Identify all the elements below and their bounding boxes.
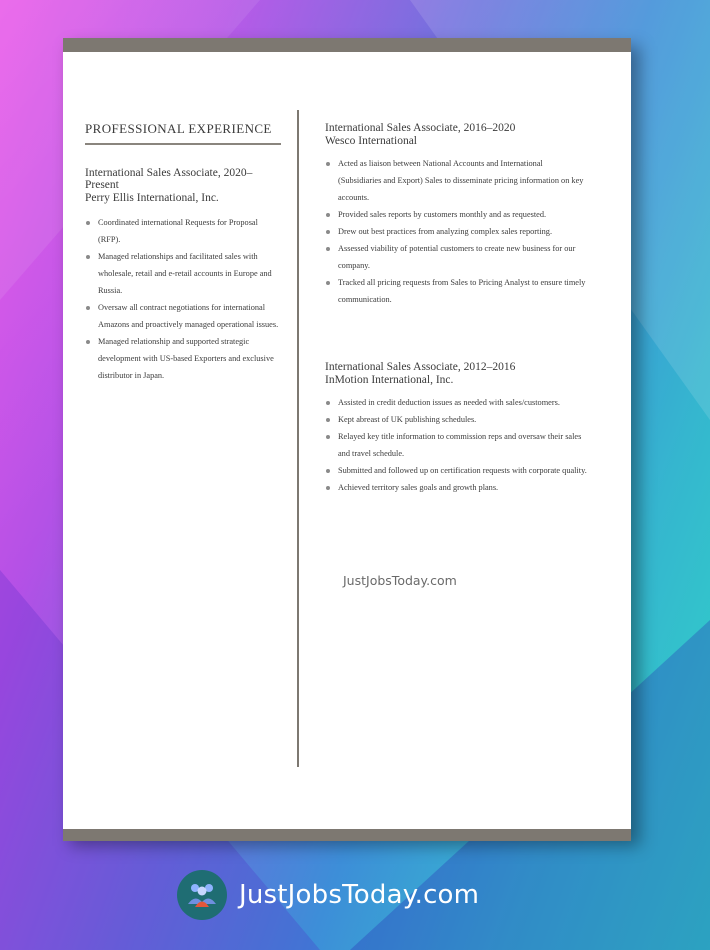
bullet-item: Tracked all pricing requests from Sales to Pricing Analyst to ensure timely communication.: [325, 274, 587, 308]
job-title: International Sales Associate, 2020–Present: [85, 167, 253, 191]
bullet-item: Oversaw all contract negotiations for international Amazons and proactively managed operational issues.: [85, 299, 281, 333]
bullet-list: [325, 394, 587, 496]
company-name: Wesco International: [325, 135, 417, 147]
company-name: Perry Ellis International, Inc.: [85, 192, 219, 204]
people-group-icon: [177, 870, 227, 920]
bullet-item: Relayed key title information to commission reps and oversaw their sales and travel schedule.: [325, 428, 587, 462]
left-column: [85, 121, 281, 384]
section-title: PROFESSIONAL EXPERIENCE: [85, 121, 281, 145]
company-name: InMotion International, Inc.: [325, 374, 454, 386]
job-title: International Sales Associate, 2012–2016: [325, 361, 516, 373]
bullet-item: Kept abreast of UK publishing schedules.: [325, 411, 587, 428]
footer-brand-text[interactable]: JustJobsToday.com: [239, 880, 480, 910]
bullet-item: Managed relationships and facilitated sales with wholesale, retail and e-retail accounts in Europe and Russia.: [85, 248, 281, 299]
right-job-1: [325, 122, 587, 308]
watermark: JustJobsToday.com: [343, 573, 457, 588]
column-divider: [297, 110, 299, 767]
bullet-item: Assisted in credit deduction issues as needed with sales/customers.: [325, 394, 587, 411]
bullet-item: Submitted and followed up on certification requests with corporate quality.: [325, 462, 587, 479]
bullet-item: Achieved territory sales goals and growth plans.: [325, 479, 587, 496]
bullet-list: [85, 214, 281, 384]
bullet-item: Acted as liaison between National Accounts and International (Subsidiaries and Export) Sales to disseminate pricing information on key accounts.: [325, 155, 587, 206]
bullet-item: Drew out best practices from analyzing complex sales reporting.: [325, 223, 587, 240]
footer-brand[interactable]: [177, 870, 479, 920]
bullet-item: Coordinated international Requests for Proposal (RFP).: [85, 214, 281, 248]
top-accent-bar: [63, 38, 631, 52]
bullet-list: [325, 155, 587, 308]
bullet-item: Provided sales reports by customers monthly and as requested.: [325, 206, 587, 223]
bullet-item: Managed relationship and supported strategic development with US-based Exporters and exclusive distributor in Japan.: [85, 333, 281, 384]
bullet-item: Assessed viability of potential customers to create new business for our company.: [325, 240, 587, 274]
job-title: International Sales Associate, 2016–2020: [325, 122, 516, 134]
bottom-accent-bar: [63, 829, 631, 841]
resume-page: [63, 38, 631, 841]
right-job-2: [325, 361, 587, 496]
